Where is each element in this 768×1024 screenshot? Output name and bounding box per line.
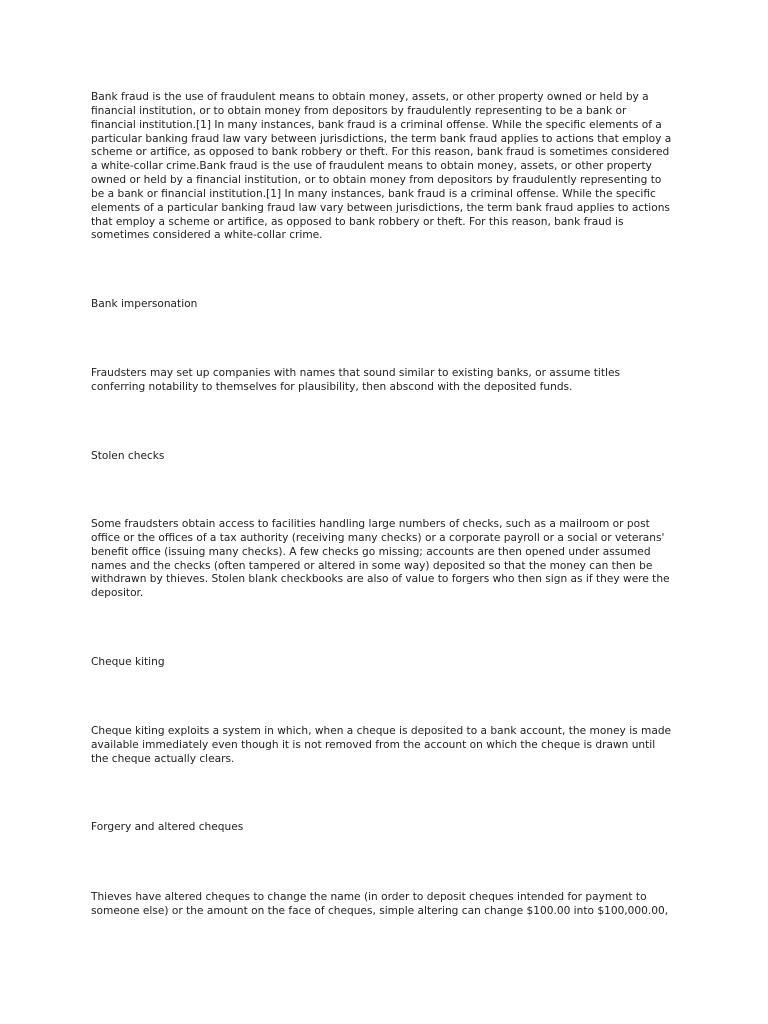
section-body-cheque-kiting: Cheque kiting exploits a system in which, when a cheque is deposited to a bank account, the money is made available immediately even though it is not removed from the account on which the cheque is drawn until the cheque actually clears. xyxy=(91,725,672,765)
section-heading-stolen-checks: Stolen checks xyxy=(91,450,165,462)
intro-paragraph: Bank fraud is the use of fraudulent means to obtain money, assets, or other property owned or held by a financial institution, or to obtain money from depositors by fraudulently representing to be a bank or financial institution.[1] In many instances, bank fraud is a criminal offense. While the specific elements of a particular banking fraud law vary between jurisdictions, the term bank fraud applies to actions that employ a scheme or artifice, as opposed to bank robbery or theft. For this reason, bank fraud is sometimes considered a white-collar crime.Bank fraud is the use of fraudulent means to obtain money, assets, or other property owned or held by a financial institution, or to obtain money from depositors by fraudulently representing to be a bank or financial institution.[1] In many instances, bank fraud is a criminal offense. While the specific elements of a particular banking fraud law vary between jurisdictions, the term bank fraud applies to actions that employ a scheme or artifice, as opposed to bank robbery or theft. For this reason, bank fraud is sometimes considered a white-collar crime. xyxy=(91,91,672,242)
section-body-forgery: Thieves have altered cheques to change the name (in order to deposit cheques intended for payment to someone else) or the amount on the face of cheques, simple altering can change $100.00 into $100,000.00, xyxy=(91,891,669,917)
section-body-stolen-checks: Some fraudsters obtain access to facilities handling large numbers of checks, such as a mailroom or post office or the offices of a tax authority (receiving many checks) or a corporate payroll or a social or veterans' benefit office (issuing many checks). A few checks go missing; accounts are then opened under assumed names and the checks (often tampered or altered in some way) deposited so that the money can then be withdrawn by thieves. Stolen blank checkbooks are also of value to forgers who then sign as if they were the depositor. xyxy=(91,518,670,600)
section-body-bank-impersonation: Fraudsters may set up companies with names that sound similar to existing banks, or assume titles conferring notability to themselves for plausibility, then abscond with the deposited funds. xyxy=(91,367,620,393)
section-heading-bank-impersonation: Bank impersonation xyxy=(91,298,198,310)
section-heading-forgery: Forgery and altered cheques xyxy=(91,821,244,833)
section-heading-cheque-kiting: Cheque kiting xyxy=(91,656,165,668)
